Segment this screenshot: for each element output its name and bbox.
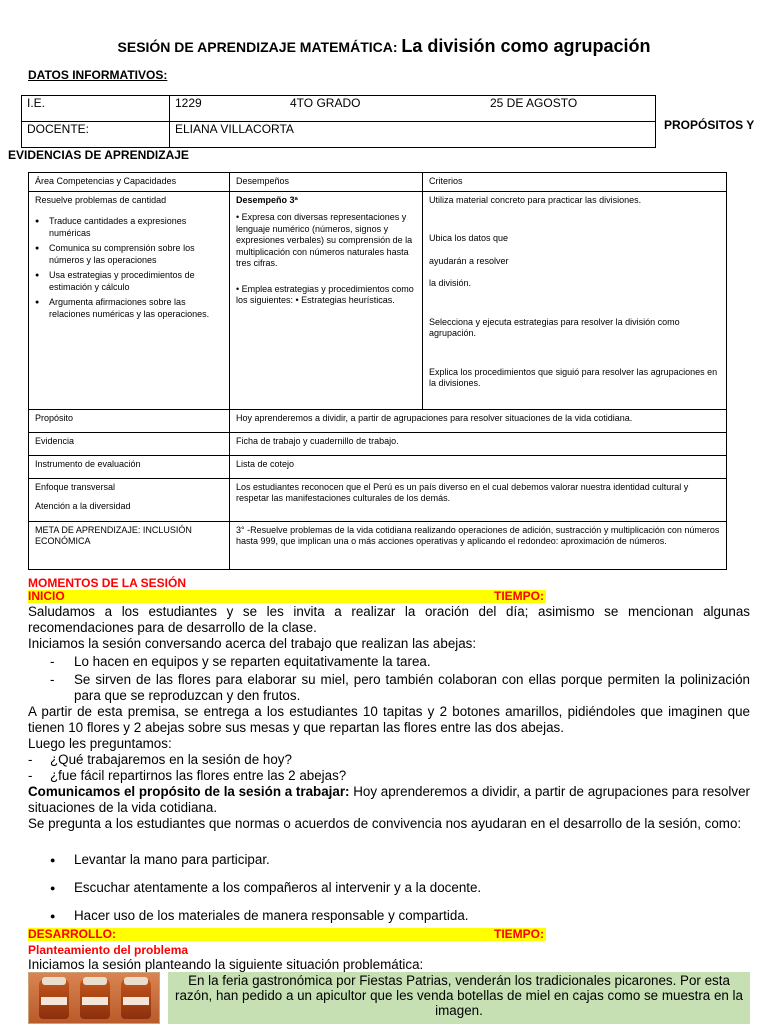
list-item: [28, 672, 750, 704]
honey-jar-icon: [39, 979, 69, 1019]
paragraph: Iniciamos la sesión conversando acerca del trabajo que realizan las abejas:: [28, 636, 477, 651]
info-row-ie: [22, 96, 656, 122]
criterio-item: ayudarán a resolver: [429, 255, 509, 266]
evidencias-heading: EVIDENCIAS DE APRENDIZAJE: [8, 148, 189, 162]
desempeno-item: • Emplea estrategias y procedimientos como los siguientes: • Estrategias heurísticas.: [236, 283, 414, 305]
header-desempenos: Desempeños: [230, 173, 423, 192]
ie-details: [170, 96, 656, 122]
proposito-bold: Comunicamos el propósito de la sesión a trabajar:: [28, 784, 350, 799]
dash-marker: -: [28, 768, 33, 783]
criterio-item: la división.: [429, 278, 472, 288]
inicio-label: INICIO: [28, 589, 65, 603]
table-row: [29, 455, 727, 478]
row-label: Propósito: [29, 409, 230, 432]
bullet-icon: ●: [50, 883, 56, 893]
info-row-docente: [22, 122, 656, 148]
list-item: ● Comunica su comprensión sobre los números y las operaciones: [35, 243, 223, 266]
dash-marker: -: [28, 752, 33, 767]
header-criterios: Criterios: [423, 173, 727, 192]
meta-label: META DE APRENDIZAJE: INCLUSIÓN ECONÓMICA: [29, 521, 230, 569]
row-label: Evidencia: [29, 432, 230, 455]
criterio-item: Utiliza material concreto para practicar las divisiones.: [429, 194, 642, 205]
datos-informativos-heading: DATOS INFORMATIVOS:: [28, 68, 168, 82]
row-value: Ficha de trabajo y cuadernillo de trabajo.: [230, 432, 727, 455]
paragraph: Se pregunta a los estudiantes que normas o acuerdos de convivencia nos ayudaran en el desarrollo de la sesión, como:: [28, 816, 742, 831]
competencia-cell: [29, 191, 230, 409]
page-title: [0, 36, 768, 57]
docente-name: ELIANA VILLACORTA: [170, 122, 656, 148]
bullet-icon: ●: [50, 911, 56, 921]
paragraph: Luego les preguntamos:: [28, 736, 172, 751]
momentos-heading: MOMENTOS DE LA SESIÓN: [28, 576, 187, 590]
enfoque-value: Los estudiantes reconocen que el Perú es un país diverso en el cual debemos valorar nuestra identidad cultural y respetar las manifestaciones culturales de los demás.: [230, 478, 727, 521]
list-item-text: Lo hacen en equipos y se reparten equitativamente la tarea.: [74, 654, 431, 669]
table-row: [29, 409, 727, 432]
meta-value: 3° -Resuelve problemas de la vida cotidiana realizando operaciones de adición, sustracción y multiplicación con números hasta 999, que implican una o más acciones operativas y aplicando el redondeo: aproximación de números.: [230, 521, 727, 569]
bullet-icon: ●: [50, 855, 56, 865]
header-area: Área Competencias y Capacidades: [29, 173, 230, 192]
list-item-text: Se sirven de las flores para elaborar su miel, pero también colaboran con ellas porque permiten la polinización para que se reproduzcan y den frutos.: [74, 672, 750, 703]
question-text: ¿fue fácil repartirnos las flores entre las 2 abejas?: [50, 768, 347, 783]
paragraph: Saludamos a los estudiantes y se les invita a realizar la oración del día; asimismo se mencionan algunas recomendaciones para de desarrollo de la clase.: [28, 604, 750, 635]
capacidades-list: [35, 216, 223, 320]
honey-jar-icon: [121, 979, 151, 1019]
desarrollo-tiempo: TIEMPO:: [494, 927, 544, 941]
competencias-table: [28, 172, 727, 570]
desempeno-item: • Expresa con diversas representaciones y lenguaje numérico (números, signos y expresiones verbales) su comprensión de la multiplicación con números naturales hasta tres cifras.: [236, 212, 413, 268]
ie-label: I.E.: [22, 96, 170, 122]
desarrollo-bar: [28, 928, 546, 941]
criterios-cell: [423, 191, 727, 409]
inicio-bar: [28, 590, 546, 603]
enfoque-row: [29, 478, 727, 521]
norma-text: Levantar la mano para participar.: [74, 852, 270, 867]
enfoque-sub: Atención a la diversidad: [35, 501, 131, 511]
row-value: Lista de cotejo: [230, 455, 727, 478]
info-table: [21, 95, 656, 148]
row-value: Hoy aprenderemos a dividir, a partir de agrupaciones para resolver situaciones de la vida cotidiana.: [230, 409, 727, 432]
row-label: Instrumento de evaluación: [29, 455, 230, 478]
question-text: ¿Qué trabajaremos en la sesión de hoy?: [50, 752, 292, 767]
propositos-heading: PROPÓSITOS Y: [664, 118, 755, 132]
paragraph: A partir de esta premisa, se entrega a los estudiantes 10 tapitas y 2 botones amarillos, pidiéndoles que imaginen que tienen 10 flores y 2 abejas sobre sus mesas y que repartan las flores entre las dos abejas.: [28, 704, 750, 735]
desempeno-title: Desempeño 3ª: [236, 194, 298, 205]
title-prefix: SESIÓN DE APRENDIZAJE MATEMÁTICA:: [117, 39, 402, 55]
dash-marker: -: [50, 672, 55, 687]
dash-marker: -: [50, 654, 55, 669]
desarrollo-label: DESARROLLO:: [28, 927, 116, 941]
table-row: [29, 432, 727, 455]
criterio-item: Selecciona y ejecuta estrategias para resolver la división como agrupación.: [429, 316, 680, 338]
competencia-title: Resuelve problemas de cantidad: [35, 194, 167, 205]
inicio-tiempo: TIEMPO:: [494, 589, 544, 603]
enfoque-cell: [29, 478, 230, 521]
title-topic: La división como agrupación: [401, 36, 651, 56]
desempeno-cell: [230, 191, 423, 409]
honey-jars-image: [28, 972, 160, 1024]
list-item: ● Usa estrategias y procedimientos de estimación y cálculo: [35, 270, 223, 293]
norma-text: Hacer uso de los materiales de manera responsable y compartida.: [74, 908, 469, 923]
grade: 4TO GRADO: [290, 96, 361, 110]
criterio-item: Ubica los datos que: [429, 233, 509, 243]
session-date: 25 DE AGOSTO: [490, 96, 578, 110]
meta-row: [29, 521, 727, 569]
enfoque-label: Enfoque transversal: [35, 481, 116, 492]
planteamiento-heading: Planteamiento del problema: [28, 943, 189, 957]
criterio-item: Explica los procedimientos que siguió para resolver las agrupaciones en la divisiones.: [429, 366, 718, 388]
list-item: ● Argumenta afirmaciones sobre las relaciones numéricas y las operaciones.: [35, 297, 223, 320]
list-item: [28, 654, 750, 670]
problem-box: En la feria gastronómica por Fiestas Patrias, venderán los tradicionales picarones. Por esta razón, han pedido a un apicultor que les venda botellas de miel en cajas como se muestra en la imagen.: [168, 972, 750, 1024]
proposito-rest: Hoy aprenderemos a dividir, a partir de agrupaciones para resolver situaciones de la vida cotidiana.: [28, 784, 750, 815]
paragraph: Iniciamos la sesión planteando la siguiente situación problemática:: [28, 957, 424, 972]
norma-text: Escuchar atentamente a los compañeros al intervenir y a la docente.: [74, 880, 482, 895]
docente-label: DOCENTE:: [22, 122, 170, 148]
competencia-row: [29, 191, 727, 409]
honey-jar-icon: [80, 979, 110, 1019]
ie-code: 1229: [175, 96, 202, 110]
table-header-row: [29, 173, 727, 192]
proposito-paragraph: [28, 784, 750, 816]
list-item: ● Traduce cantidades a expresiones numéricas: [35, 216, 223, 239]
